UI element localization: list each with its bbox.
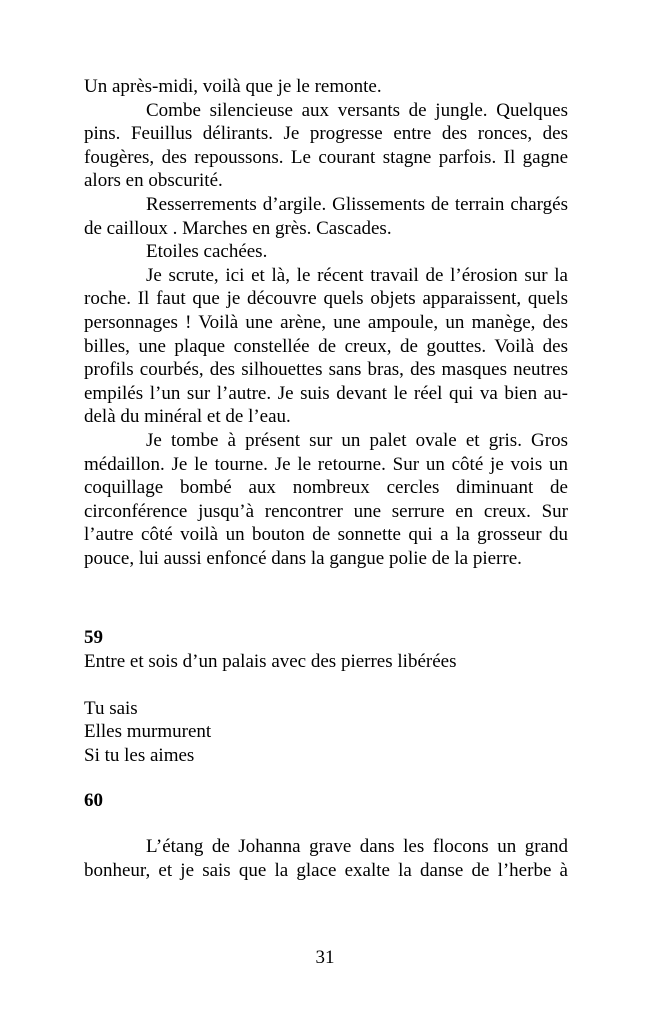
- poem-line: Tu sais: [84, 697, 138, 719]
- poem-line: Si tu les aimes: [84, 744, 195, 766]
- section-number-59: 59: [84, 627, 103, 649]
- paragraph: Je scrute, ici et là, le récent travail de l’érosion sur la roche. Il faut que je découvre quels objets apparaissent, quels personnages ! Voilà une arène, une ampoule, un manège, des billes, une plaque constellée de creux, de gouttes. Voilà des profils courbés, des silhouettes sans bras, des masques neutres empilés l’un sur l’autre. Je suis devant le réel qui va bien au-delà du minéral et de l’eau.: [84, 264, 568, 428]
- poem-line: Entre et sois d’un palais avec des pierres libérées: [84, 651, 457, 673]
- paragraph: Resserrements d’argile. Glissements de terrain chargés de cailloux . Marches en grès. Cascades.: [84, 193, 568, 239]
- paragraph: Combe silencieuse aux versants de jungle. Quelques pins. Feuillus délirants. Je progresse entre des ronces, des fougères, des repoussons. Le courant stagne parfois. Il gagne alors en obscurité.: [84, 99, 568, 192]
- paragraph: Etoiles cachées.: [146, 241, 268, 263]
- page-number: 31: [315, 947, 335, 968]
- section-number-60: 60: [84, 790, 103, 812]
- paragraph: Je tombe à présent sur un palet ovale et gris. Gros médaillon. Je le tourne. Je le retourne. Sur un côté je vois un coquillage bombé aux nombreux cercles diminuant de circonférence jusqu’à rencontrer une serrure en creux. Sur l’autre côté voilà un bouton de sonnette qui a la grosseur du pouce, lui aussi enfoncé dans la gangue polie de la pierre.: [84, 429, 568, 569]
- paragraph: Un après-midi, voilà que je le remonte.: [84, 76, 382, 97]
- poem-stanza: [84, 697, 568, 768]
- paragraph: L’étang de Johanna grave dans les flocons un grand bonheur, et je sais que la glace exalte la danse de l’herbe à: [84, 836, 568, 881]
- poem-line: Elles murmurent: [84, 721, 212, 743]
- page-body: [84, 75, 568, 882]
